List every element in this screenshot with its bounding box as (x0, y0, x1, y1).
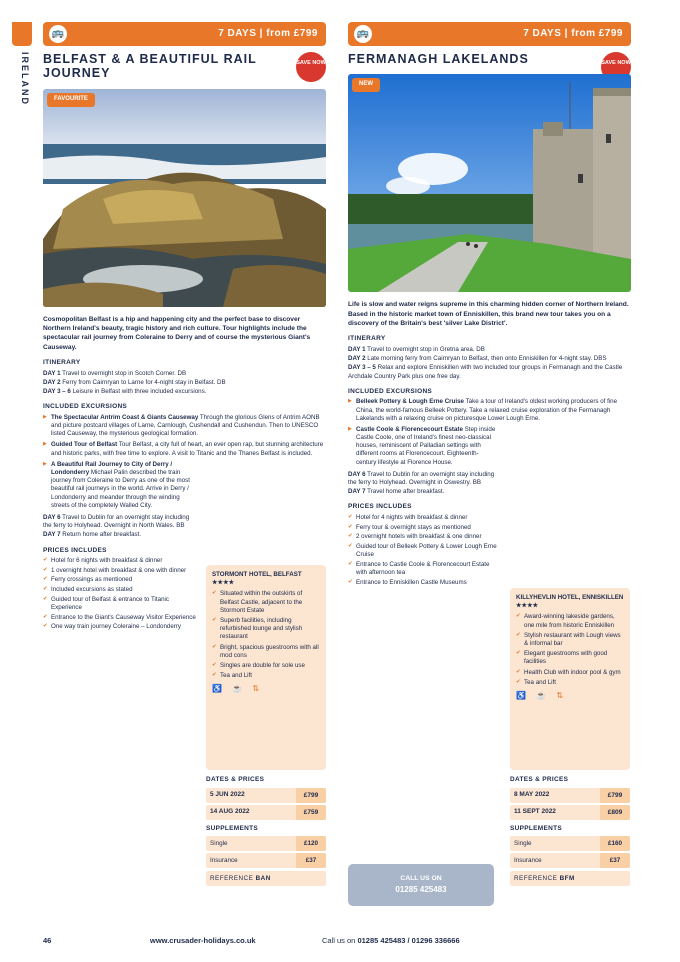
supplement-row: Single £120 (206, 836, 326, 851)
tour-header-band (43, 22, 326, 46)
price-include-item: ✔ Ferry crossings as mentioned (43, 576, 198, 584)
hotel-name: KILLYHEVLIN HOTEL, ENNISKILLEN ★★★★ (516, 594, 624, 610)
price-include-item: ✔ Included excursions as stated (43, 586, 198, 594)
days-price: 7 DAYS | from £799 (523, 28, 623, 39)
reference: REFERENCE BFM (510, 871, 630, 886)
price-include-item: ✔ Entrance to the Giant's Causeway Visitor Experience (43, 614, 198, 622)
page-number: 46 (43, 936, 52, 945)
itinerary-end (348, 471, 503, 497)
reference: REFERENCE BAN (206, 871, 326, 886)
hotel-feature: ✔ Health Club with indoor pool & gym (516, 669, 624, 677)
tour-title: FERMANAGH LAKELANDS (348, 52, 529, 66)
page-footer (0, 936, 680, 950)
save-badge: SAVE NOW (296, 52, 326, 82)
price-include-item: ✔ 1 overnight hotel with breakfast & one with dinner (43, 567, 198, 575)
excursion-item: ▶ Guided Tour of Belfast Tour Belfast, a city full of heart, an ever open rap, but stunning architecture and historic parks, with free time to explore. A visit to Titanic and the Thanes Belfast is included. (43, 441, 326, 457)
prices-list (43, 557, 198, 632)
excursion-item: ▶ Castle Coole & Florencecourt Estate Step inside Castle Coole, one of Ireland's finest neo-classical houses, reminiscent of Palladian settings with different rooms at Florencecourt. Eighteenth-century lifestyle at Florence House. (348, 426, 498, 467)
price-include-item: ✔ Guided tour of Belfast & entrance to Titanic Experience (43, 596, 198, 612)
prices-list (348, 514, 498, 587)
save-badge: SAVE NOW (601, 52, 631, 82)
price-include-item: ✔ Entrance to Enniskillen Castle Museums (348, 579, 498, 587)
hotel-name: STORMONT HOTEL, BELFAST ★★★★ (212, 571, 302, 587)
tour-intro: Cosmopolitan Belfast is a hip and happening city and the perfect base to discover Northern Ireland's beauty, tragic history and rich culture. Tour highlights include the spectacular rail journey from Coleraine to Derry and of course the mysterious Giant's Causeway. (43, 315, 311, 351)
excursions-list (348, 398, 631, 467)
itinerary (43, 370, 326, 397)
itinerary-heading: ITINERARY (43, 359, 81, 367)
footer-phones[interactable]: 01285 425483 / 01296 336666 (357, 936, 460, 945)
excursions-list (43, 414, 326, 510)
supplement-row: Insurance £37 (510, 853, 630, 868)
excursion-item: ▶ Belleek Pottery & Lough Erne Cruise Take a tour of Ireland's oldest working producers of fine China, the world-famous Belleek Pottery. Take a relaxed cruise exploration of the Fermanagh Lakelands with a relaxing cruise on picturesque Lower Lough Erne. (348, 398, 631, 423)
tour-photo (348, 74, 631, 292)
itinerary-day: DAY 3 – 6 Leisure in Belfast with three included excursions. (43, 388, 207, 396)
prices-heading: PRICES INCLUDES (348, 503, 412, 511)
cta-line1: CALL US ON (400, 875, 442, 882)
hotel-feature: ✔ Stylish restaurant with Lough views & informal bar (516, 632, 624, 648)
itinerary-day: DAY 2 Ferry from Cairnryan to Larne for 4-night stay in Belfast. DB (43, 378, 226, 386)
hotel-feature: ✔ Situated within the outskirts of Belfast Castle, adjacent to the Stormont Estate (212, 590, 320, 615)
supplement-row: Single £160 (510, 836, 630, 851)
amenity-icons: ♿ ☕ ⇅ (516, 690, 568, 700)
tour-title: BELFAST & A BEAUTIFUL RAIL JOURNEY (43, 52, 257, 81)
side-tab (12, 22, 32, 46)
itinerary-day: DAY 3 – 5 Relax and explore Enniskillen with two included tour groups in Fermanagh and the Castle Archdale Country Park plus one free day. (348, 364, 623, 380)
photo-flag: NEW (352, 78, 380, 92)
hotel-feature: ✔ Tea and Lift (516, 679, 624, 687)
website-link[interactable]: www.crusader-holidays.co.uk (150, 936, 256, 945)
excursion-item: ▶ The Spectacular Antrim Coast & Giants Causeway Through the glorious Glens of Antrim AONB and picture postcard villages of Larne, Carnlough, Cushendall and Cushendun. Then to UNESCO listed Causeway, the mysterious geological formation. (43, 414, 326, 439)
date-row: 8 MAY 2022 £799 (510, 788, 630, 803)
hotel-info-box (510, 588, 630, 770)
hotel-feature: ✔ Singles are double for sole use (212, 662, 320, 670)
supplements-heading: SUPPLEMENTS (510, 824, 563, 832)
tour-header-band (348, 22, 631, 46)
hotel-info-box (206, 565, 326, 770)
call-us-button[interactable] (348, 864, 494, 906)
dates-prices (510, 776, 630, 886)
dates-prices (206, 776, 326, 886)
itinerary-day: DAY 1 Travel to overnight stop in Gretna area. DB (348, 346, 485, 354)
dates-heading: DATES & PRICES (510, 776, 569, 783)
supplement-row: Insurance £37 (206, 853, 326, 868)
hotel-feature: ✔ Tea and Lift (212, 672, 320, 680)
itinerary-day: DAY 1 Travel to overnight stop in Scotch Corner. DB (43, 369, 187, 377)
price-include-item: ✔ 2 overnight hotels with breakfast & one dinner (348, 533, 498, 541)
itinerary-day: DAY 6 Travel to Dublin for an overnight stay including the ferry to Holyhead. Overnight in North Wales. BB (43, 513, 190, 530)
date-row: 14 AUG 2022 £759 (206, 805, 326, 820)
price-include-item: ✔ Guided tour of Belleek Pottery & Lower Lough Erne Cruise (348, 543, 498, 559)
footer-call: Call us on 01285 425483 / 01296 336666 (322, 936, 460, 945)
itinerary-day: DAY 6 Travel to Dublin for an overnight stay including the ferry to Holyhead. Overnight in Oswestry. BB (348, 470, 495, 487)
excursions-heading: INCLUDED EXCURSIONS (43, 403, 128, 411)
itinerary (348, 346, 631, 381)
country-label: IRELAND (20, 52, 30, 106)
hotel-feature: ✔ Superb facilities, including refurbished lounge and stylish restaurant (212, 617, 320, 642)
amenity-icons: ♿ ☕ ⇅ (212, 684, 264, 694)
itinerary-heading: ITINERARY (348, 335, 386, 343)
price-include-item: ✔ Entrance to Castle Coole & Florencecourt Estate with afternoon tea (348, 561, 498, 577)
bus-icon: 🚌 (354, 25, 372, 43)
dates-heading: DATES & PRICES (206, 776, 265, 783)
hotel-feature: ✔ Elegant guestrooms with good facilities (516, 650, 624, 666)
supplements-heading: SUPPLEMENTS (206, 824, 259, 832)
hotel-features (212, 590, 320, 680)
hotel-feature: ✔ Bright, spacious guestrooms with all mod cons (212, 644, 320, 660)
itinerary-day: DAY 2 Late morning ferry from Cairnryan to Belfast, then onto Enniskillen for 4-night stay. DBS (348, 355, 607, 363)
excursions-heading: INCLUDED EXCURSIONS (348, 387, 433, 395)
price-include-item: ✔ Hotel for 6 nights with breakfast & dinner (43, 557, 198, 565)
tour-belfast (43, 22, 326, 633)
bus-icon: 🚌 (49, 25, 67, 43)
tour-intro: Life is slow and water reigns supreme in this charming hidden corner of Northern Ireland. Based in the historic market town of Enniskillen, this brand new tour takes you on a discovery of the Britain's best 'silver Lake District'. (348, 301, 629, 328)
date-row: 11 SEPT 2022 £809 (510, 805, 630, 820)
price-include-item: ✔ Hotel for 4 nights with breakfast & dinner (348, 514, 498, 522)
date-row: 5 JUN 2022 £799 (206, 788, 326, 803)
hotel-feature: ✔ Award-winning lakeside gardens, one mile from historic Enniskillen (516, 613, 624, 629)
tour-fermanagh (348, 22, 631, 589)
hotel-features (516, 613, 624, 687)
prices-heading: PRICES INCLUDES (43, 546, 107, 554)
price-include-item: ✔ One way train journey Coleraine – Londonderry (43, 623, 198, 631)
cta-line2: 01285 425483 (395, 884, 447, 894)
itinerary-end (43, 514, 198, 540)
days-price: 7 DAYS | from £799 (218, 28, 318, 39)
tour-photo (43, 89, 326, 307)
price-include-item: ✔ Ferry tour & overnight stays as mentioned (348, 524, 498, 532)
photo-flag: FAVOURITE (47, 93, 95, 107)
itinerary-day: DAY 7 Travel home after breakfast. (348, 488, 445, 496)
excursion-item: ▶ A Beautiful Rail Journey to City of Derry / Londonderry Michael Palin described the train journey from Coleraine to Derry as one of the most beautiful rail journeys in the world. Arrive in Derry / Londonderry and meander through the winding streets of the completely Walled City. (43, 461, 193, 510)
itinerary-day: DAY 7 Return home after breakfast. (43, 531, 142, 539)
